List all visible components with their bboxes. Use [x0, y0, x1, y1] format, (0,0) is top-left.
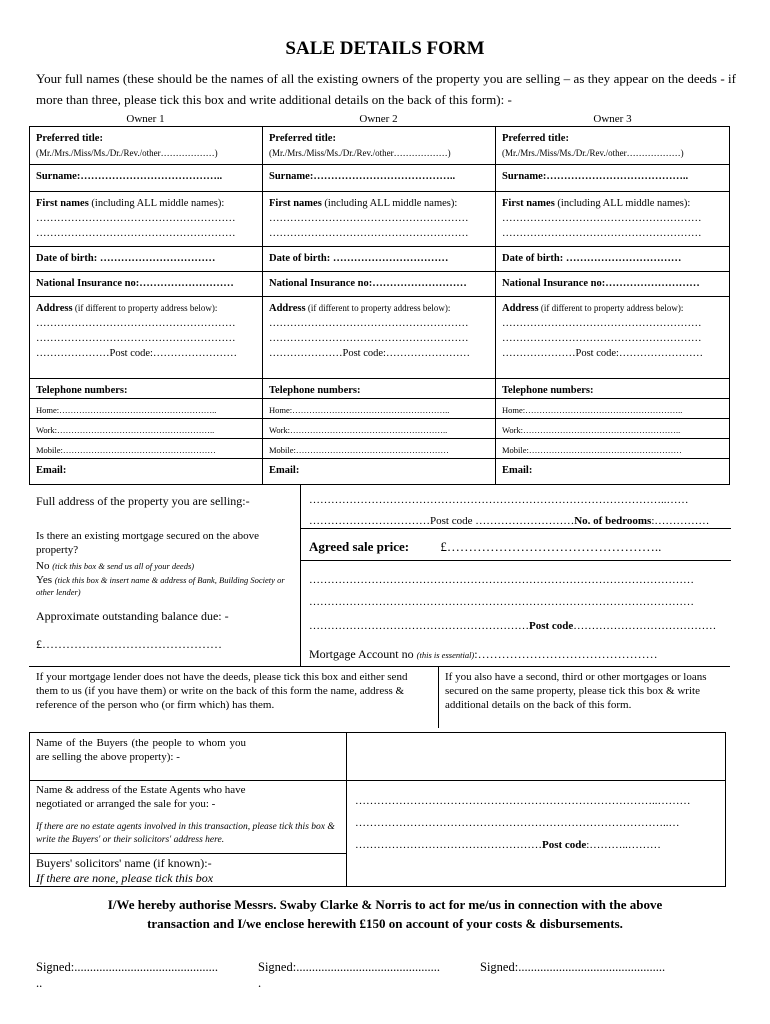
authorisation-statement: I/We hereby authorise Messrs. Swaby Clarke & Norris to act for me/us in connection with the above transaction and I/we enclose herewith £150 on account of your costs & disbursements.: [107, 897, 663, 931]
owner-1-column: [30, 127, 263, 484]
agreed-sale-price[interactable]: [309, 539, 661, 555]
property-postcode-label: Post code: [430, 515, 473, 527]
signature-1[interactable]: Signed:..............................................: [36, 960, 218, 974]
deeds-note: If your mortgage lender does not have the deeds, please tick this box and either send them to us (if you have them) or write on the back of this form the name, address & reference of the person who (or firm which) has them.: [36, 671, 408, 711]
date-of-birth-field: Date of birth: ……………………………: [269, 253, 449, 264]
mortgage-no-option[interactable]: [36, 560, 301, 572]
mortgage-question: Is there an existing mortgage secured on the above property?: [36, 530, 259, 556]
property-address-label: Full address of the property you are selling:-: [36, 494, 250, 508]
owner-2-address[interactable]: [263, 297, 495, 379]
agents-hint: If there are no estate agents involved in this transaction, please tick this box & write the Buyers' or their solicitors' address here.: [36, 822, 335, 845]
lender-line1[interactable]: ……………………………………………………………………………………………: [309, 574, 694, 586]
owner-1-mobile-phone[interactable]: [30, 439, 262, 459]
first-names-label: First names: [502, 198, 555, 209]
owner-3-email[interactable]: [496, 459, 729, 484]
balance-value[interactable]: £………………………………………: [36, 637, 222, 651]
balance-label: Approximate outstanding balance due: -: [36, 609, 229, 623]
buyers-box: [29, 732, 726, 887]
divider: [346, 733, 347, 886]
home-phone-field: Home:………………………………………………..: [36, 405, 217, 415]
preferred-title-hint: (Mr./Mrs./Miss/Ms./Dr./Rev./other………………): [502, 148, 684, 158]
property-address-line2[interactable]: [309, 515, 709, 527]
mortgage-account-value: :………………………………………: [474, 647, 658, 661]
telephone-label: Telephone numbers:: [36, 385, 128, 396]
preferred-title-hint: (Mr./Mrs./Miss/Ms./Dr./Rev./other………………): [36, 148, 218, 158]
date-of-birth-field: Date of birth: ……………………………: [502, 253, 682, 264]
owner-1-preferred-title[interactable]: [30, 127, 262, 165]
address-line: …………………………………………………: [502, 333, 702, 344]
address-label: Address: [502, 303, 539, 314]
property-postcode-dots: ………………………: [472, 515, 575, 527]
address-postcode-line: …………………Post code:……………………: [269, 348, 470, 359]
signature-1-tail: ..: [36, 976, 43, 990]
first-names-line: …………………………………………………: [36, 213, 236, 224]
intro-text: Your full names (these should be the names of all the existing owners of the property you are selling – as they appear on the deeds - if more than three, please tick this box and write additional details on the back of this form): -: [36, 71, 736, 107]
owner-1-national-insurance[interactable]: [30, 272, 262, 297]
divider: [29, 666, 730, 667]
owner-1-home-phone[interactable]: [30, 399, 262, 419]
address-label: Address: [269, 303, 306, 314]
mobile-phone-field: Mobile:………………………………………………: [36, 445, 216, 455]
solicitors-hint: If there are none, please tick this box: [36, 871, 214, 885]
mortgage-account[interactable]: [309, 647, 658, 662]
work-phone-field: Work:………………………………………………..: [269, 425, 448, 435]
agents-dots: ……………………………………………: [355, 839, 542, 851]
first-names-line: …………………………………………………: [36, 228, 236, 239]
owner-1-address[interactable]: [30, 297, 262, 379]
home-phone-field: Home:………………………………………………..: [502, 405, 683, 415]
property-address-line1[interactable]: ……………………………………………………………………………………..……: [309, 494, 689, 506]
address-postcode-line: …………………Post code:……………………: [502, 348, 703, 359]
email-field: Email:: [36, 465, 67, 476]
owner-1-work-phone[interactable]: [30, 419, 262, 439]
owner-1-first-names[interactable]: [30, 192, 262, 247]
surname-field: Surname:…………………………………..: [269, 171, 456, 182]
no-label: No: [36, 560, 50, 572]
address-label: Address: [36, 303, 73, 314]
mobile-phone-field: Mobile:………………………………………………: [269, 445, 449, 455]
signature-2-tail: .: [258, 976, 262, 990]
mortgage-account-hint: (this is essential): [416, 650, 475, 660]
owner-3-address[interactable]: [496, 297, 729, 379]
first-names-line: …………………………………………………: [269, 228, 469, 239]
owner-1-date-of-birth[interactable]: [30, 247, 262, 272]
email-field: Email:: [269, 465, 300, 476]
owner-2-column: [263, 127, 496, 484]
telephone-label: Telephone numbers:: [502, 385, 594, 396]
agreed-price-value: £…………………………………………..: [440, 539, 662, 554]
property-address-dots: ……………………………: [309, 515, 430, 527]
first-names-hint: (including ALL middle names):: [88, 198, 225, 209]
first-names-line: …………………………………………………: [502, 213, 702, 224]
surname-field: Surname:…………………………………..: [36, 171, 223, 182]
preferred-title-label: Preferred title:: [36, 133, 103, 144]
signature-3[interactable]: Signed:...............................................: [480, 960, 666, 974]
owner-1-surname[interactable]: [30, 165, 262, 192]
buyers-label: Name of the Buyers (the people to whom you are selling the above property): -: [36, 737, 246, 763]
national-insurance-field: National Insurance no:………………………: [502, 278, 700, 289]
national-insurance-field: National Insurance no:………………………: [269, 278, 467, 289]
address-hint: (if different to property address below):: [72, 303, 218, 313]
email-field: Email:: [502, 465, 533, 476]
divider: [30, 853, 346, 854]
owner-3-home-phone[interactable]: [496, 399, 729, 419]
agents-label: Name & address of the Estate Agents who have negotiated or arranged the sale for you: -: [36, 784, 246, 810]
owner-3-surname[interactable]: [496, 165, 729, 192]
no-hint: (tick this box & send us all of your deeds): [52, 561, 195, 571]
signature-2[interactable]: Signed:..............................................: [258, 960, 440, 974]
lender-postcode-label: Post code: [529, 620, 574, 632]
owner-3-column: [496, 127, 729, 484]
divider: [30, 780, 725, 781]
agents-line3[interactable]: [355, 839, 661, 851]
first-names-line: …………………………………………………: [502, 228, 702, 239]
preferred-title-label: Preferred title:: [269, 133, 336, 144]
page-title: SALE DETAILS FORM: [285, 38, 485, 59]
bedrooms-label: No. of bedrooms: [574, 515, 652, 527]
owner-3-work-phone[interactable]: [496, 419, 729, 439]
owner-2-work-phone[interactable]: [263, 419, 495, 439]
national-insurance-field: National Insurance no:………………………: [36, 278, 234, 289]
owner-3-date-of-birth[interactable]: [496, 247, 729, 272]
divider: [29, 484, 730, 485]
owners-table: [29, 126, 730, 485]
address-line: …………………………………………………: [269, 318, 469, 329]
yes-label: Yes: [36, 574, 53, 586]
mortgage-yes-option[interactable]: [36, 574, 301, 598]
first-names-label: First names: [269, 198, 322, 209]
owner-3-national-insurance[interactable]: [496, 272, 729, 297]
yes-hint: (tick this box & insert name & address of Bank, Building Society or other lender): [36, 575, 285, 597]
second-mortgage-note: If you also have a second, third or other mortgages or loans secured on the same property, please tick this box & write additional details on the back of this form.: [445, 671, 707, 711]
owner-1-email[interactable]: [30, 459, 262, 484]
lender-line3[interactable]: [309, 620, 716, 632]
address-hint: (if different to property address below):: [538, 303, 684, 313]
address-line: …………………………………………………: [502, 318, 702, 329]
owner-3-mobile-phone[interactable]: [496, 439, 729, 459]
property-right-panel: [300, 484, 730, 666]
owner-2-preferred-title[interactable]: [263, 127, 495, 165]
solicitors-label: Buyers' solicitors' name (if known):-: [36, 856, 212, 870]
property-left-panel: [29, 484, 301, 624]
surname-field: Surname:…………………………………..: [502, 171, 689, 182]
divider: [301, 560, 731, 561]
address-line: …………………………………………………: [36, 333, 236, 344]
address-line: …………………………………………………: [36, 318, 236, 329]
owner-1-telephone[interactable]: [30, 379, 262, 399]
owner-2-date-of-birth[interactable]: [263, 247, 495, 272]
lender-dots: ……………………………………………………: [309, 620, 529, 632]
first-names-hint: (including ALL middle names):: [554, 198, 691, 209]
owner-2-first-names[interactable]: [263, 192, 495, 247]
home-phone-field: Home:………………………………………………..: [269, 405, 450, 415]
owner-2-home-phone[interactable]: [263, 399, 495, 419]
bedrooms-dots: :……………: [651, 515, 710, 527]
agreed-price-label: Agreed sale price:: [309, 539, 410, 554]
owner-2-national-insurance[interactable]: [263, 272, 495, 297]
owner-2-telephone[interactable]: [263, 379, 495, 399]
first-names-hint: (including ALL middle names):: [321, 198, 458, 209]
divider: [438, 666, 439, 728]
mobile-phone-field: Mobile:………………………………………………: [502, 445, 682, 455]
divider: [301, 528, 731, 529]
owner-2-email[interactable]: [263, 459, 495, 484]
agents-line1[interactable]: ………………………………………………………………………..………: [355, 795, 691, 807]
owner-2-heading: Owner 2: [359, 113, 398, 125]
owner-3-heading: Owner 3: [593, 113, 632, 125]
lender-line2[interactable]: ……………………………………………………………………………………………: [309, 596, 694, 608]
agents-postcode-dots: :………..………: [586, 839, 661, 851]
agents-line2[interactable]: …………………………………………………………………………..…: [355, 817, 680, 829]
owner-1-heading: Owner 1: [126, 113, 165, 125]
address-postcode-line: …………………Post code:……………………: [36, 348, 237, 359]
telephone-label: Telephone numbers:: [269, 385, 361, 396]
owner-3-first-names[interactable]: [496, 192, 729, 247]
address-line: …………………………………………………: [269, 333, 469, 344]
work-phone-field: Work:………………………………………………..: [502, 425, 681, 435]
owner-3-telephone[interactable]: [496, 379, 729, 399]
address-hint: (if different to property address below):: [305, 303, 451, 313]
first-names-line: …………………………………………………: [269, 213, 469, 224]
preferred-title-hint: (Mr./Mrs./Miss/Ms./Dr./Rev./other………………): [269, 148, 451, 158]
first-names-label: First names: [36, 198, 89, 209]
mortgage-account-label: Mortgage Account no: [309, 647, 414, 661]
owner-2-surname[interactable]: [263, 165, 495, 192]
agents-postcode-label: Post code: [542, 839, 587, 851]
work-phone-field: Work:………………………………………………..: [36, 425, 215, 435]
owner-2-mobile-phone[interactable]: [263, 439, 495, 459]
date-of-birth-field: Date of birth: ……………………………: [36, 253, 216, 264]
lender-postcode-dots: …………………………………: [573, 620, 717, 632]
preferred-title-label: Preferred title:: [502, 133, 569, 144]
owner-3-preferred-title[interactable]: [496, 127, 729, 165]
